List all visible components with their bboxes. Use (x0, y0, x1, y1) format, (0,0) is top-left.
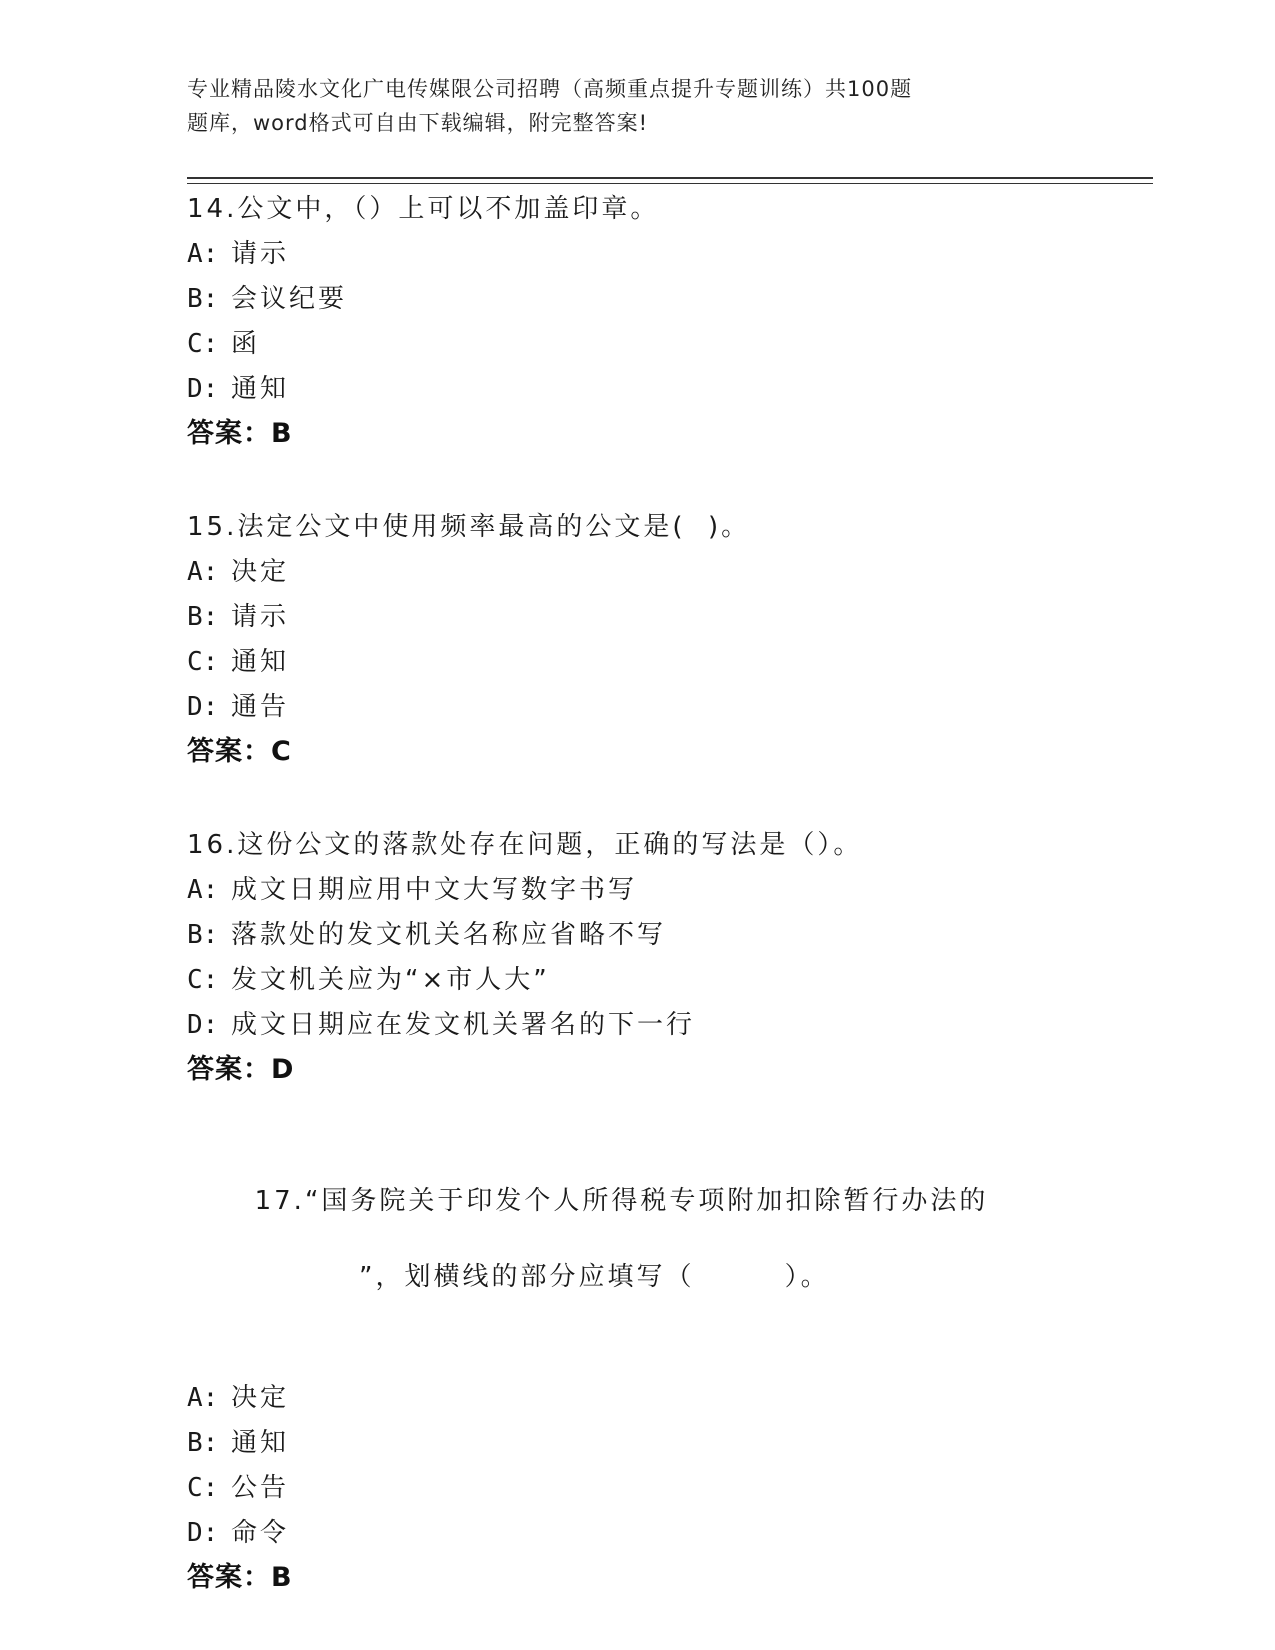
option-letter: C: (187, 647, 219, 677)
option-letter: B: (187, 920, 219, 950)
document-header (187, 72, 1027, 140)
option-letter: B: (187, 602, 219, 632)
answer-line: 答案：B (187, 1562, 293, 1593)
option-text: 成文日期应用中文大写数字书写 (231, 875, 638, 905)
question-stem-line-2: ”，划横线的部分应填写（ ）。 (359, 1262, 830, 1292)
option-d (187, 1006, 1153, 1044)
option-b (187, 916, 1153, 954)
option-text: 命令 (231, 1518, 290, 1548)
option-c (187, 643, 1153, 681)
question-15 (187, 508, 1153, 771)
answer-line: 答案：D (187, 1054, 295, 1085)
option-text: 落款处的发文机关名称应省略不写 (231, 920, 667, 950)
question-stem: 15.法定公文中使用频率最高的公文是( )。 (187, 512, 751, 542)
option-text: 公告 (231, 1473, 290, 1503)
option-letter: A: (187, 875, 219, 905)
option-text: 通知 (231, 647, 290, 677)
option-text: 请示 (231, 239, 290, 269)
question-stem (187, 1144, 1153, 1372)
option-d (187, 1514, 1153, 1552)
question-17 (187, 1144, 1153, 1597)
option-letter: C: (187, 965, 219, 995)
question-16 (187, 826, 1153, 1089)
option-text: 决定 (231, 557, 290, 587)
option-letter: B: (187, 284, 219, 314)
question-14 (187, 190, 1153, 453)
question-stem: 14.公文中，（）上可以不加盖印章。 (187, 194, 660, 224)
header-line-1: 专业精品陵水文化广电传媒限公司招聘（高频重点提升专题训练）共100题 (187, 77, 913, 101)
option-text: 发文机关应为“×市人大” (231, 965, 550, 995)
option-letter: B: (187, 1428, 219, 1458)
option-a (187, 235, 1153, 273)
option-letter: D: (187, 1010, 219, 1040)
option-letter: A: (187, 239, 219, 269)
option-text: 函 (231, 329, 261, 359)
header-divider-thick (187, 177, 1153, 179)
option-letter: A: (187, 1383, 219, 1413)
option-text: 请示 (231, 602, 290, 632)
question-stem: 16.这份公文的落款处存在问题，正确的写法是（）。 (187, 830, 863, 860)
option-a (187, 871, 1153, 909)
option-text: 决定 (231, 1383, 290, 1413)
option-letter: D: (187, 1518, 219, 1548)
option-letter: C: (187, 329, 219, 359)
header-divider-thin (187, 183, 1153, 184)
option-text: 通知 (231, 374, 290, 404)
option-a (187, 553, 1153, 591)
option-text: 通告 (231, 692, 290, 722)
option-letter: D: (187, 374, 219, 404)
option-d (187, 370, 1153, 408)
option-c (187, 961, 1153, 999)
answer-line: 答案：C (187, 736, 292, 767)
option-letter: A: (187, 557, 219, 587)
option-c (187, 1469, 1153, 1507)
answer-line: 答案：B (187, 418, 293, 449)
option-b (187, 598, 1153, 636)
option-text: 会议纪要 (231, 284, 348, 314)
option-d (187, 688, 1153, 726)
header-line-2: 题库，word格式可自由下载编辑，附完整答案! (187, 111, 649, 135)
option-b (187, 1424, 1153, 1462)
option-c (187, 325, 1153, 363)
option-b (187, 280, 1153, 318)
option-a (187, 1379, 1153, 1417)
option-letter: C: (187, 1473, 219, 1503)
option-text: 通知 (231, 1428, 290, 1458)
option-letter: D: (187, 692, 219, 722)
option-text: 成文日期应在发文机关署名的下一行 (231, 1010, 696, 1040)
question-stem-line-1: 17.“国务院关于印发个人所得税专项附加扣除暂行办法的 (254, 1186, 989, 1216)
